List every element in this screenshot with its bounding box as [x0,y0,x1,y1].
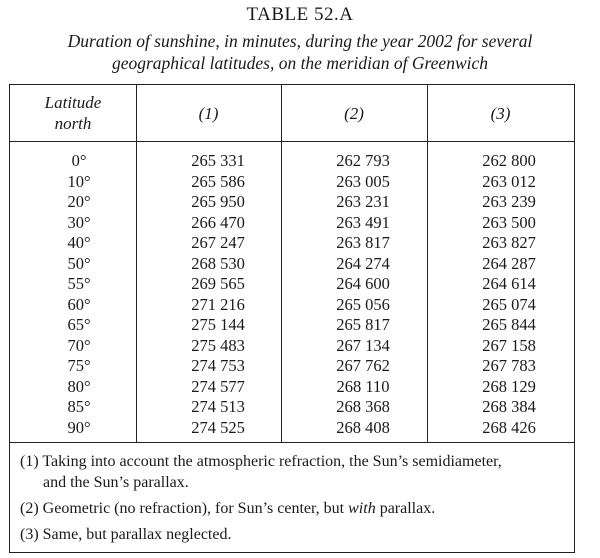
latitude-column [54,151,104,438]
header-col-3: (3) [490,103,511,123]
table-title: TABLE 52.A [246,4,354,25]
footnotes [20,451,568,550]
col2-cell: 263 005 [336,171,390,191]
footnote-1-line1: (1) Taking into account the atmospheric refraction, the Sun’s semidiameter, [20,453,502,470]
col3-cell: 263 500 [482,212,536,232]
col3-cell: 264 287 [482,253,536,273]
col2-cell: 267 762 [336,356,390,375]
latitude-cell: 85° [67,397,91,416]
col3-cell: 262 800 [482,151,536,170]
latitude-cell: 55° [67,274,91,293]
col1-cell: 267 247 [191,233,245,252]
footnote-1 [20,451,568,493]
caption-line-2: geographical latitudes, on the meridian of Greenwich [111,53,489,73]
col1-cell: 269 565 [191,274,245,293]
latitude-cell: 60° [67,294,91,314]
col2-cell: 263 817 [336,233,390,252]
col2-cell: 265 817 [336,315,390,334]
column-divider-1 [136,85,137,442]
col2-cell: 263 491 [336,212,390,232]
footnote-2-text: (2) Geometric (no refraction), for Sun’s center, but [20,500,349,517]
latitude-cell: 90° [67,417,91,437]
col3-cell: 263 239 [482,192,536,211]
latitude-cell: 30° [67,212,91,232]
caption-line-1: Duration of sunshine, in minutes, during the year 2002 for several [67,31,533,51]
footnote-3: (3) Same, but parallax neglected. [20,526,232,543]
latitude-cell: 20° [67,192,91,211]
col2-cell: 268 408 [336,417,390,437]
col3-cell: 263 012 [482,171,536,191]
latitude-cell: 75° [67,356,91,375]
column-1-values [178,151,258,438]
col2-cell: 264 600 [336,274,390,293]
header-latitude-line2: north [54,114,92,133]
latitude-cell: 0° [71,151,87,170]
header-latitude [10,85,136,141]
col1-cell: 271 216 [191,294,245,314]
col2-cell: 264 274 [336,253,390,273]
footnote-rule [10,442,574,443]
footnote-2-end: parallax. [375,500,436,517]
footnote-1-line2: and the Sun’s parallax. [43,474,189,491]
col3-cell: 265 844 [482,315,536,334]
col3-cell: 268 384 [482,397,536,416]
latitude-cell: 70° [67,335,91,355]
latitude-cell: 40° [67,233,91,252]
col2-cell: 262 793 [336,151,390,170]
latitude-cell: 50° [67,253,91,273]
col2-cell: 268 110 [336,376,390,396]
col1-cell: 268 530 [191,253,245,273]
col3-cell: 265 074 [482,294,536,314]
col1-cell: 266 470 [191,212,245,232]
col1-cell: 274 577 [191,376,245,396]
col2-cell: 265 056 [336,294,390,314]
col1-cell: 274 525 [191,417,245,437]
col3-cell: 268 129 [482,376,536,396]
col3-cell: 267 158 [482,335,536,355]
header-latitude-line1: Latitude [44,93,102,112]
column-divider-3 [427,85,428,442]
col1-cell: 275 144 [191,315,245,334]
header-col-1: (1) [198,103,219,123]
latitude-cell: 10° [67,171,91,191]
footnote-2 [20,498,568,519]
col1-cell: 274 513 [191,397,245,416]
header-rule [10,141,574,142]
header-col-2: (2) [344,103,364,123]
latitude-cell: 65° [67,315,91,334]
col2-cell: 263 231 [336,192,390,211]
col3-cell: 268 426 [482,417,536,437]
col1-cell: 274 753 [191,356,245,375]
latitude-cell: 80° [67,376,91,396]
column-2-values [323,151,403,438]
data-table [9,84,575,553]
col3-cell: 264 614 [482,274,536,293]
col2-cell: 267 134 [336,335,390,355]
col3-cell: 267 783 [482,356,536,375]
col1-cell: 275 483 [191,335,245,355]
col1-cell: 265 950 [191,192,245,211]
col1-cell: 265 586 [191,171,245,191]
footnote-2-emphasis: with [348,500,376,517]
col3-cell: 263 827 [482,233,536,252]
col1-cell: 265 331 [191,151,245,170]
column-3-values [469,151,549,438]
column-divider-2 [281,85,282,442]
table-caption [20,30,580,74]
col2-cell: 268 368 [336,397,390,416]
